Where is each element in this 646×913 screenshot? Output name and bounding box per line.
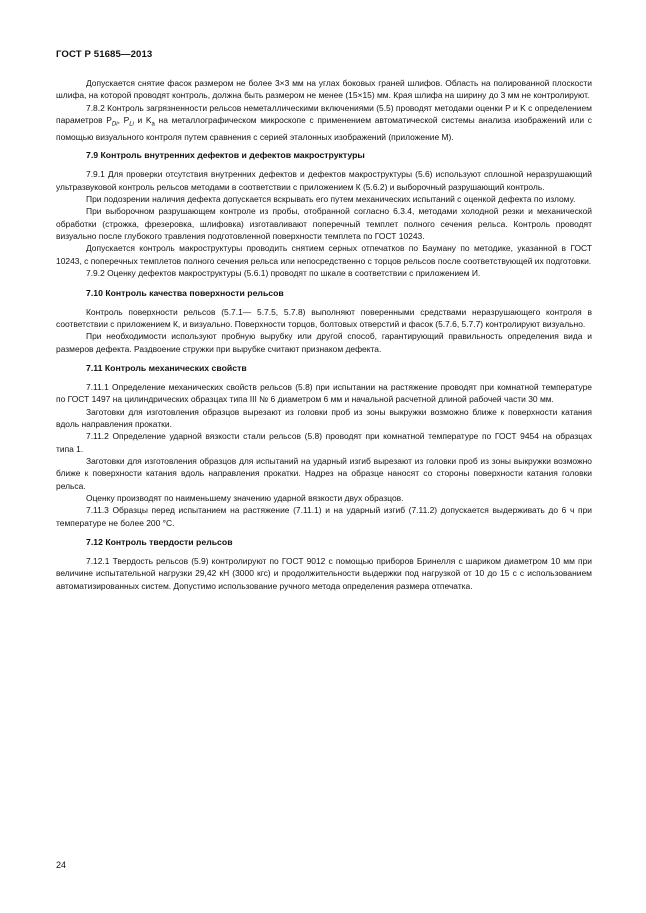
document-body — [56, 77, 592, 592]
paragraph-text: на металлографическом микроскопе с применением автоматической системы анализа изображений или с помощью визуального контроля путем сравнения с серией эталонных изображений (приложение М). — [56, 115, 592, 143]
paragraph: При подозрении наличия дефекта допускается вскрывать его путем механических испытаний с оценкой дефекта по излому. — [86, 194, 576, 205]
paragraph: 7.12.1 Твердость рельсов (5.9) контролируют по ГОСТ 9012 с помощью приборов Бринелля с шариком диаметром 10 мм при величине испытательной нагрузки 29,42 кН (3000 кгс) и продолжительности выдержки под нагрузкой от 10 до 15 с с использованием автоматизированных систем. Допустимо использование ручного метода определения размера отпечатка. — [56, 556, 592, 591]
paragraph: Контроль поверхности рельсов (5.7.1— 5.7.5, 5.7.8) выполняют поверенными средствами неразрушающего контроля в соответствии с приложением К, и визуально. Поверхности торцов, болтовых отверстий и фасок (5.7.6, 5.7.7) контролируют визуально. — [56, 306, 592, 329]
paragraph-7-8-2 — [56, 102, 592, 144]
paragraph: 7.9.2 Оценку дефектов макроструктуры (5.6.1) проводят по шкале в соответствии с приложением И. — [86, 268, 481, 279]
paragraph: 7.11.3 Образцы перед испытанием на растяжение (7.11.1) и на ударный изгиб (7.11.2) допускается выдерживать до 6 ч при температуре не более 200 °С. — [56, 505, 592, 528]
paragraph: Заготовки для изготовления образцов для испытаний на ударный изгиб вырезают из головки проб из зоны выкружки возможно ближе к поверхности катания вдоль направления прокатки. Надрез на образце наносят со стороны поверхности катания головки рельса. — [56, 455, 592, 491]
subscript-di: Di — [111, 121, 118, 128]
subscript-a: a — [151, 121, 155, 128]
section-heading-7-12: 7.12 Контроль твердости рельсов — [86, 537, 233, 547]
subscript-li: Li — [129, 121, 134, 128]
paragraph-text: 7.8.2 Контроль загрязненности рельсов неметаллическими включениями (5.5) проводят методами оценки P и K с определением параметров P — [56, 102, 592, 126]
document-header: ГОСТ Р 51685—2013 — [56, 49, 153, 60]
page-number: 24 — [56, 860, 67, 870]
paragraph: 7.11.2 Определение ударной вязкости стали рельсов (5.8) проводят при комнатной температуре по ГОСТ 9454 на образцах типа 1. — [56, 431, 592, 454]
paragraph: При выборочном разрушающем контроле из пробы, отобранной согласно 6.3.4, методами холодной резки и механической обработки (строжка, фрезеровка, шлифовка) изготавливают поперечный темплет полного сечения рельса. Контроль проводят визуально после глубокого травления подготовленной поверхности темплета по ГОСТ 10243. — [56, 206, 592, 242]
section-heading-7-10: 7.10 Контроль качества поверхности рельсов — [86, 287, 284, 298]
paragraph: Заготовки для изготовления образцов вырезают из головки проб из зоны выкружки возможно ближе к поверхности катания вдоль направления прокатки. — [56, 406, 592, 429]
paragraph: Допускается контроль макроструктуры проводить снятием серных отпечатков по Бауману по методике, указанной в ГОСТ 10243, с поперечных темплетов полного сечения рельса или непосредственно с торцов рельсов после соответствующей их подготовки. — [56, 243, 592, 266]
paragraph-text: и K — [133, 115, 152, 126]
section-heading-7-9: 7.9 Контроль внутренних дефектов и дефектов макроструктуры — [86, 150, 365, 161]
section-heading-7-11: 7.11 Контроль механических свойств — [86, 362, 247, 373]
paragraph: 7.9.1 Для проверки отсутствия внутренних дефектов и дефектов макроструктуры (5.6) используют сплошной неразрушающий ультразвуковой контроль рельсов методами в соответствии с приложением К (5.6.2) и выборочный разрушающий контроль. — [56, 169, 592, 192]
paragraph: Допускается снятие фасок размером не более 3×3 мм на углах боковых граней шлифов. Область на полированной плоскости шлифа, на которой проводят контроль, должна быть размером не менее (15×15) мм. Края шлифа на ширину до 3 мм не контролируют. — [56, 78, 592, 101]
paragraph: При необходимости используют пробную вырубку или другой способ, гарантирующий правильность определения вида и размеров дефекта. Раздвоение стружки при вырубке считают признаком дефекта. — [56, 331, 592, 354]
paragraph: 7.11.1 Определение механических свойств рельсов (5.8) при испытании на растяжение проводят при комнатной температуре по ГОСТ 1497 на цилиндрических образцах типа III № 6 диаметром 6 мм и начальной расчетной длиной рабочей части 30 мм. — [56, 381, 592, 405]
paragraph: Оценку производят по наименьшему значению ударной вязкости двух образцов. — [86, 492, 404, 503]
paragraph-text: , P — [117, 115, 130, 126]
